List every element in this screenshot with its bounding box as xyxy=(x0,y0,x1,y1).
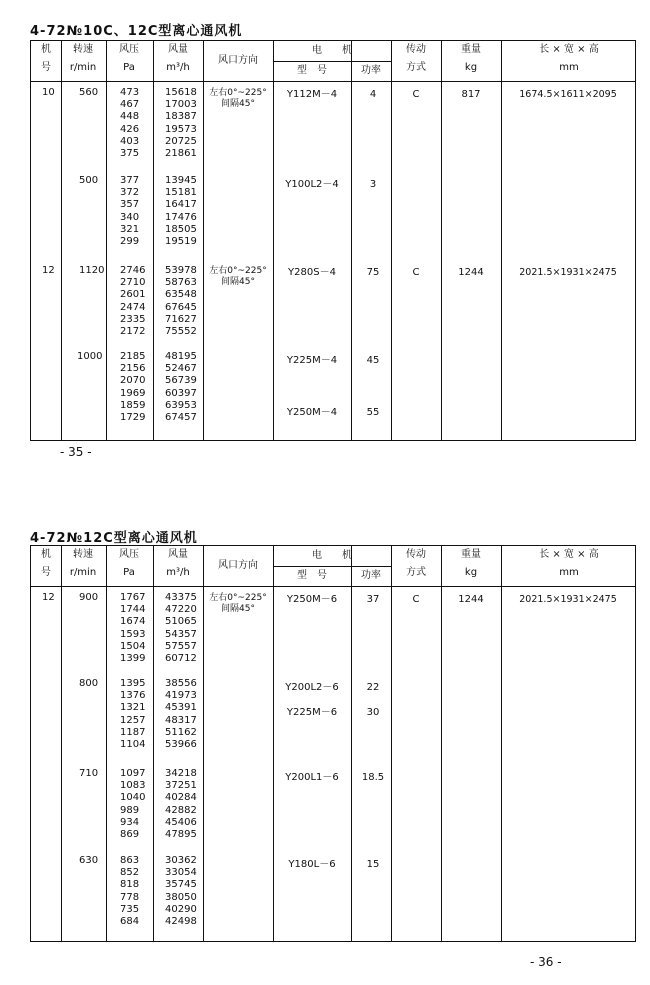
motor-model: Y280S－4 xyxy=(288,267,336,278)
pressure-list: 377 372 357 340 321 299 xyxy=(120,175,140,248)
dimensions: 1674.5×1611×2095 xyxy=(519,89,617,100)
dimensions: 2021.5×1931×2475 xyxy=(519,594,617,605)
drive-type: C xyxy=(412,594,420,605)
header-drive: 传动 方式 xyxy=(406,549,426,578)
outlet-direction: 左右0°~225° 间隔45° xyxy=(209,593,267,614)
motor-model: Y200L2－6 xyxy=(285,682,339,693)
page-number-35: - 35 - xyxy=(60,445,92,459)
motor-model: Y180L－6 xyxy=(288,859,336,870)
header-drive: 传动 方式 xyxy=(406,44,426,73)
header-speed: 转速 r/min xyxy=(69,44,97,73)
motor-power: 30 xyxy=(366,707,380,718)
header-speed: 转速 r/min xyxy=(69,549,97,578)
header-power: 功率 xyxy=(361,65,381,76)
fan-spec-table-1 xyxy=(30,40,636,441)
motor-power: 55 xyxy=(366,407,380,418)
pressure-list: 2746 2710 2601 2474 2335 2172 xyxy=(120,265,146,338)
weight: 1244 xyxy=(458,267,484,278)
table-title-2: 4-72№12C型离心通风机 xyxy=(30,531,198,546)
header-pressure: 风压 Pa xyxy=(119,549,139,578)
pressure-list: 1767 1744 1674 1593 1504 1399 xyxy=(120,592,146,665)
header-flow: 风量 m³/h xyxy=(166,549,190,578)
motor-power: 18.5 xyxy=(361,772,385,783)
motor-model: Y112M－4 xyxy=(286,89,338,100)
table-title-1: 4-72№10C、12C型离心通风机 xyxy=(30,24,243,39)
outlet-direction: 左右0°~225° 间隔45° xyxy=(209,266,267,287)
header-dims: 长 × 宽 × 高 mm xyxy=(539,549,599,578)
motor-power: 22 xyxy=(366,682,380,693)
speed: 500 xyxy=(79,175,99,186)
fan-no: 12 xyxy=(42,592,55,603)
dimensions: 2021.5×1931×2475 xyxy=(519,267,617,278)
outlet-direction: 左右0°~225° 间隔45° xyxy=(209,88,267,109)
speed: 710 xyxy=(79,768,99,779)
header-fan-no: 机 号 xyxy=(41,44,51,73)
pressure-list: 2185 2156 2070 1969 1859 1729 xyxy=(120,351,146,424)
header-power: 功率 xyxy=(361,570,381,581)
motor-model: Y200L1－6 xyxy=(285,772,339,783)
weight: 817 xyxy=(461,89,481,100)
flow-list: 38556 41973 45391 48317 51162 53966 xyxy=(165,678,197,751)
flow-list: 30362 33054 35745 38050 40290 42498 xyxy=(165,855,197,928)
speed: 800 xyxy=(79,678,99,689)
flow-list: 43375 47220 51065 54357 57557 60712 xyxy=(165,592,197,665)
motor-power: 15 xyxy=(366,859,380,870)
flow-list: 34218 37251 40284 42882 45406 47895 xyxy=(165,768,197,841)
speed: 560 xyxy=(79,87,99,98)
fan-spec-table-2 xyxy=(30,545,636,942)
motor-model: Y250M－6 xyxy=(286,594,338,605)
flow-list: 53978 58763 63548 67645 71627 75552 xyxy=(165,265,197,338)
header-motor: 电 机 xyxy=(312,550,352,561)
header-motor: 电 机 xyxy=(312,45,352,56)
header-model: 型 号 xyxy=(297,65,327,76)
header-dims: 长 × 宽 × 高 mm xyxy=(539,44,599,73)
speed: 1120 xyxy=(79,265,105,276)
flow-list: 48195 52467 56739 60397 63953 67457 xyxy=(165,351,197,424)
pressure-list: 1395 1376 1321 1257 1187 1104 xyxy=(120,678,146,751)
speed: 900 xyxy=(79,592,99,603)
header-outlet: 风口方向 xyxy=(218,55,258,66)
motor-power: 75 xyxy=(366,267,380,278)
header-flow: 风量 m³/h xyxy=(166,44,190,73)
motor-model: Y225M－4 xyxy=(286,355,338,366)
fan-no: 10 xyxy=(42,87,55,98)
flow-list: 15618 17003 18387 19573 20725 21861 xyxy=(165,87,197,160)
header-weight: 重量 kg xyxy=(461,44,481,73)
motor-power: 45 xyxy=(366,355,380,366)
motor-power: 3 xyxy=(369,179,377,190)
header-outlet: 风口方向 xyxy=(218,560,258,571)
pressure-list: 863 852 818 778 735 684 xyxy=(120,855,140,928)
motor-model: Y100L2－4 xyxy=(285,179,339,190)
motor-power: 37 xyxy=(366,594,380,605)
motor-power: 4 xyxy=(369,89,377,100)
weight: 1244 xyxy=(458,594,484,605)
header-pressure: 风压 Pa xyxy=(119,44,139,73)
flow-list: 13945 15181 16417 17476 18505 19519 xyxy=(165,175,197,248)
pressure-list: 1097 1083 1040 989 934 869 xyxy=(120,768,146,841)
drive-type: C xyxy=(412,89,420,100)
page-number-36: - 36 - xyxy=(530,955,562,969)
drive-type: C xyxy=(412,267,420,278)
header-fan-no: 机 号 xyxy=(41,549,51,578)
speed: 630 xyxy=(79,855,99,866)
fan-no: 12 xyxy=(42,265,55,276)
pressure-list: 473 467 448 426 403 375 xyxy=(120,87,140,160)
header-weight: 重量 kg xyxy=(461,549,481,578)
motor-model: Y250M－4 xyxy=(286,407,338,418)
header-model: 型 号 xyxy=(297,570,327,581)
motor-model: Y225M－6 xyxy=(286,707,338,718)
speed: 1000 xyxy=(77,351,103,362)
